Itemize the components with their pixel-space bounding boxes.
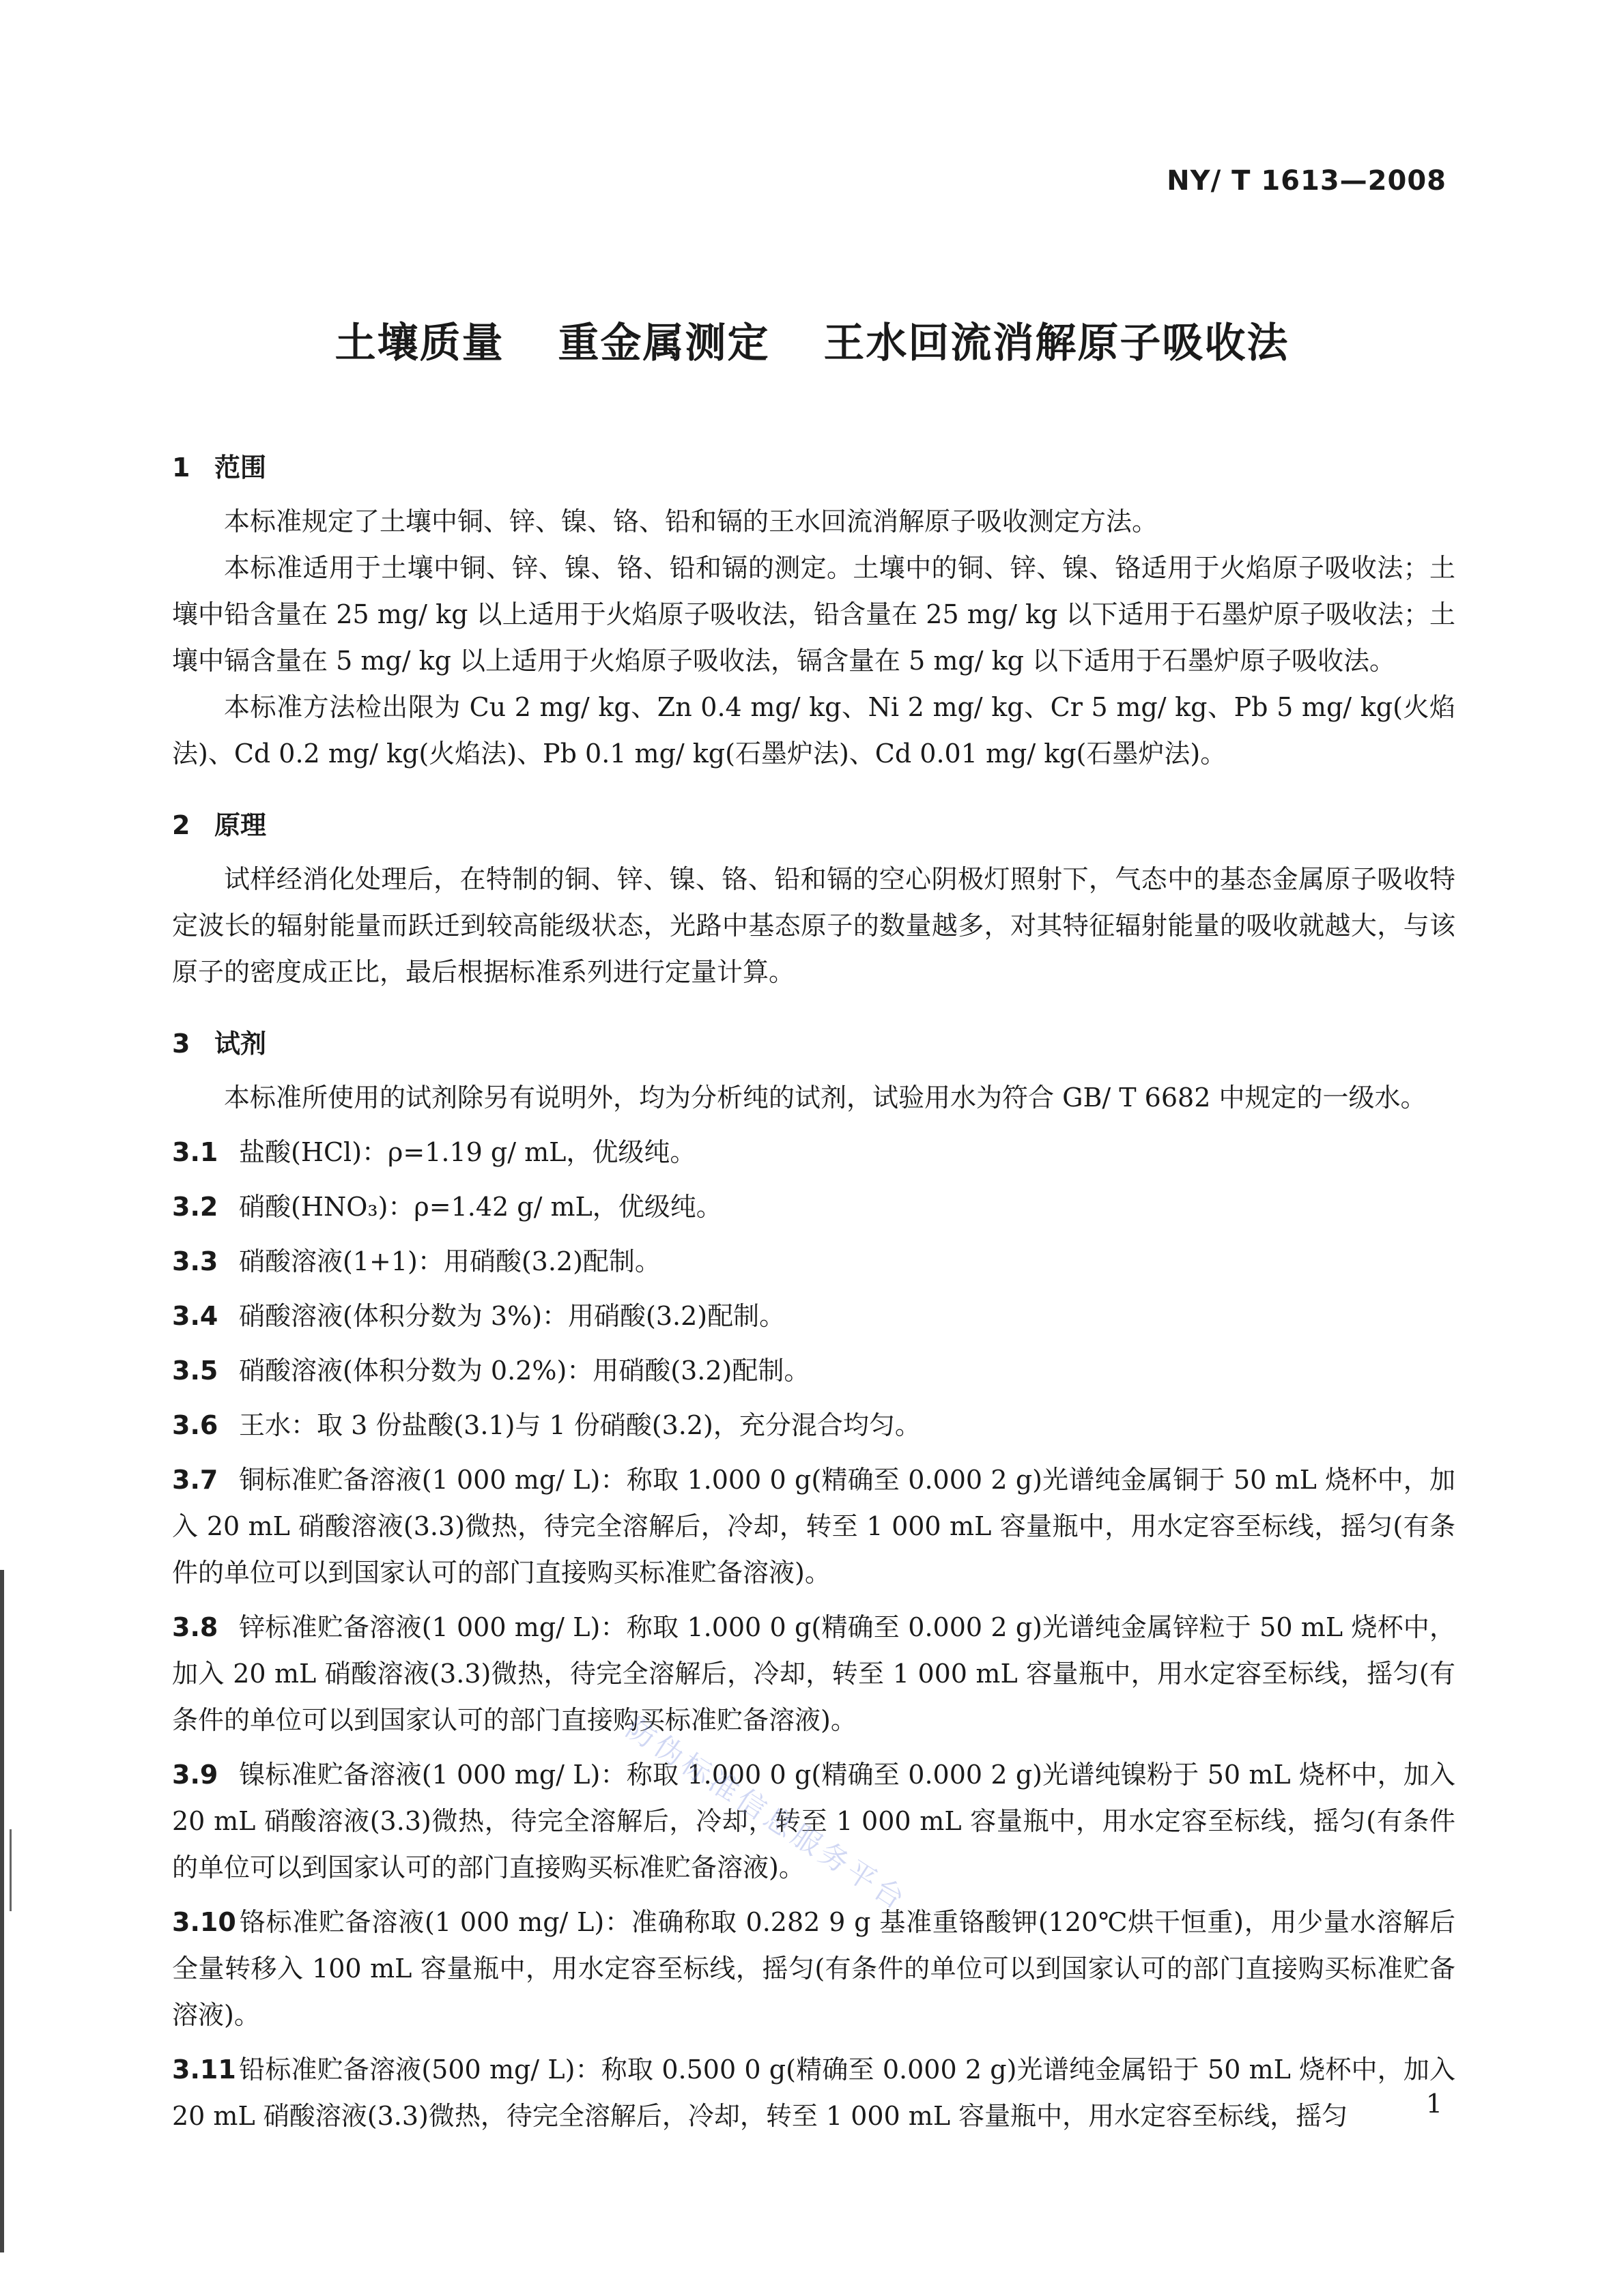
reagent-item: 3.11 铅标准贮备溶液(500 mg/ L)：称取 0.500 0 g(精确至 0.000 2 g)光谱纯金属铅于 50 mL 烧杯中，加入 20 mL 硝酸溶液(3.3)微热，待完全溶解后，冷却，转至 1 000 mL 容量瓶中，用水定容至标线，摇匀 <box>172 2055 1455 2131</box>
paragraph: 本标准规定了土壤中铜、锌、镍、铬、铅和镉的王水回流消解原子吸收测定方法。 <box>224 506 1158 536</box>
scan-edge-mark <box>10 1829 12 1911</box>
paragraph: 本标准所使用的试剂除另有说明外，均为分析纯的试剂，试验用水为符合 GB/ T 6682 中规定的一级水。 <box>224 1083 1427 1113</box>
document-body <box>172 437 1455 2139</box>
reagent-item: 3.6 王水：取 3 份盐酸(3.1)与 1 份硝酸(3.2)，充分混合均匀。 <box>172 1410 921 1440</box>
reagent-item: 3.10 铬标准贮备溶液(1 000 mg/ L)：准确称取 0.282 9 g 基准重铬酸钾(120℃烘干恒重)，用少量水溶解后全量转移入 100 mL 容量瓶中，用水定容至标线，摇匀(有条件的单位可以到国家认可的部门直接购买标准贮备溶液)。 <box>172 1907 1455 2030</box>
reagent-item: 3.7 铜标准贮备溶液(1 000 mg/ L)：称取 1.000 0 g(精确至 0.000 2 g)光谱纯金属铜于 50 mL 烧杯中，加入 20 mL 硝酸溶液(3.3)微热，待完全溶解后，冷却，转至 1 000 mL 容量瓶中，用水定容至标线，摇匀(有条件的单位可以到国家认可的部门直接购买标准贮备溶液)。 <box>172 1465 1455 1588</box>
reagent-item: 3.8 锌标准贮备溶液(1 000 mg/ L)：称取 1.000 0 g(精确至 0.000 2 g)光谱纯金属锌粒于 50 mL 烧杯中，加入 20 mL 硝酸溶液(3.3)微热，待完全溶解后，冷却，转至 1 000 mL 容量瓶中，用水定容至标线，摇匀(有条件的单位可以到国家认可的部门直接购买标准贮备溶液)。 <box>172 1612 1455 1735</box>
reagent-item: 3.9 镍标准贮备溶液(1 000 mg/ L)：称取 1.000 0 g(精确至 0.000 2 g)光谱纯镍粉于 50 mL 烧杯中，加入 20 mL 硝酸溶液(3.3)微热，待完全溶解后，冷却，转至 1 000 mL 容量瓶中，用水定容至标线，摇匀(有条件的单位可以到国家认可的部门直接购买标准贮备溶液)。 <box>172 1760 1455 1883</box>
reagent-item: 3.3 硝酸溶液(1+1)：用硝酸(3.2)配制。 <box>172 1246 661 1276</box>
page-number: 1 <box>1425 2089 1442 2119</box>
reagent-item: 3.5 硝酸溶液(体积分数为 0.2%)：用硝酸(3.2)配制。 <box>172 1356 810 1386</box>
reagent-item: 3.2 硝酸(HNO₃)：ρ=1.42 g/ mL，优级纯。 <box>172 1192 722 1222</box>
paragraph: 本标准适用于土壤中铜、锌、镍、铬、铅和镉的测定。土壤中的铜、锌、镍、铬适用于火焰原子吸收法；土壤中铅含量在 25 mg/ kg 以上适用于火焰原子吸收法，铅含量在 25 mg/ kg 以下适用于石墨炉原子吸收法；土壤中镉含量在 5 mg/ kg 以上适用于火焰原子吸收法，镉含量在 5 mg/ kg 以下适用于石墨炉原子吸收法。 <box>172 553 1455 676</box>
reagent-item: 3.1 盐酸(HCl)：ρ=1.19 g/ mL，优级纯。 <box>172 1137 696 1167</box>
paragraph: 试样经消化处理后，在特制的铜、锌、镍、铬、铅和镉的空心阴极灯照射下，气态中的基态金属原子吸收特定波长的辐射能量而跃迁到较高能级状态，光路中基态原子的数量越多，对其特征辐射能量的吸收就越大，与该原子的密度成正比，最后根据标准系列进行定量计算。 <box>172 864 1455 987</box>
reagent-item: 3.4 硝酸溶液(体积分数为 3%)：用硝酸(3.2)配制。 <box>172 1301 786 1331</box>
section-heading-principle: 2 原理 <box>172 810 267 840</box>
section-heading-scope: 1 范围 <box>172 453 267 483</box>
title-part-1: 土壤质量 <box>334 319 504 367</box>
title-part-3: 王水回流消解原子吸收法 <box>823 319 1290 367</box>
paragraph: 本标准方法检出限为 Cu 2 mg/ kg、Zn 0.4 mg/ kg、Ni 2 mg/ kg、Cr 5 mg/ kg、Pb 5 mg/ kg(火焰法)、Cd 0.2 mg/ kg(火焰法)、Pb 0.1 mg/ kg(石墨炉法)、Cd 0.01 mg/ kg(石墨炉法)。 <box>172 692 1455 769</box>
scan-edge-mark <box>0 1570 4 2252</box>
title-part-2: 重金属测定 <box>558 319 770 367</box>
document-title <box>0 311 1624 369</box>
section-heading-reagents: 3 试剂 <box>172 1029 267 1059</box>
watermark-text: 防伪标准信息服务平台 <box>620 1711 914 1918</box>
standard-number: NY/ T 1613—2008 <box>1167 165 1447 197</box>
